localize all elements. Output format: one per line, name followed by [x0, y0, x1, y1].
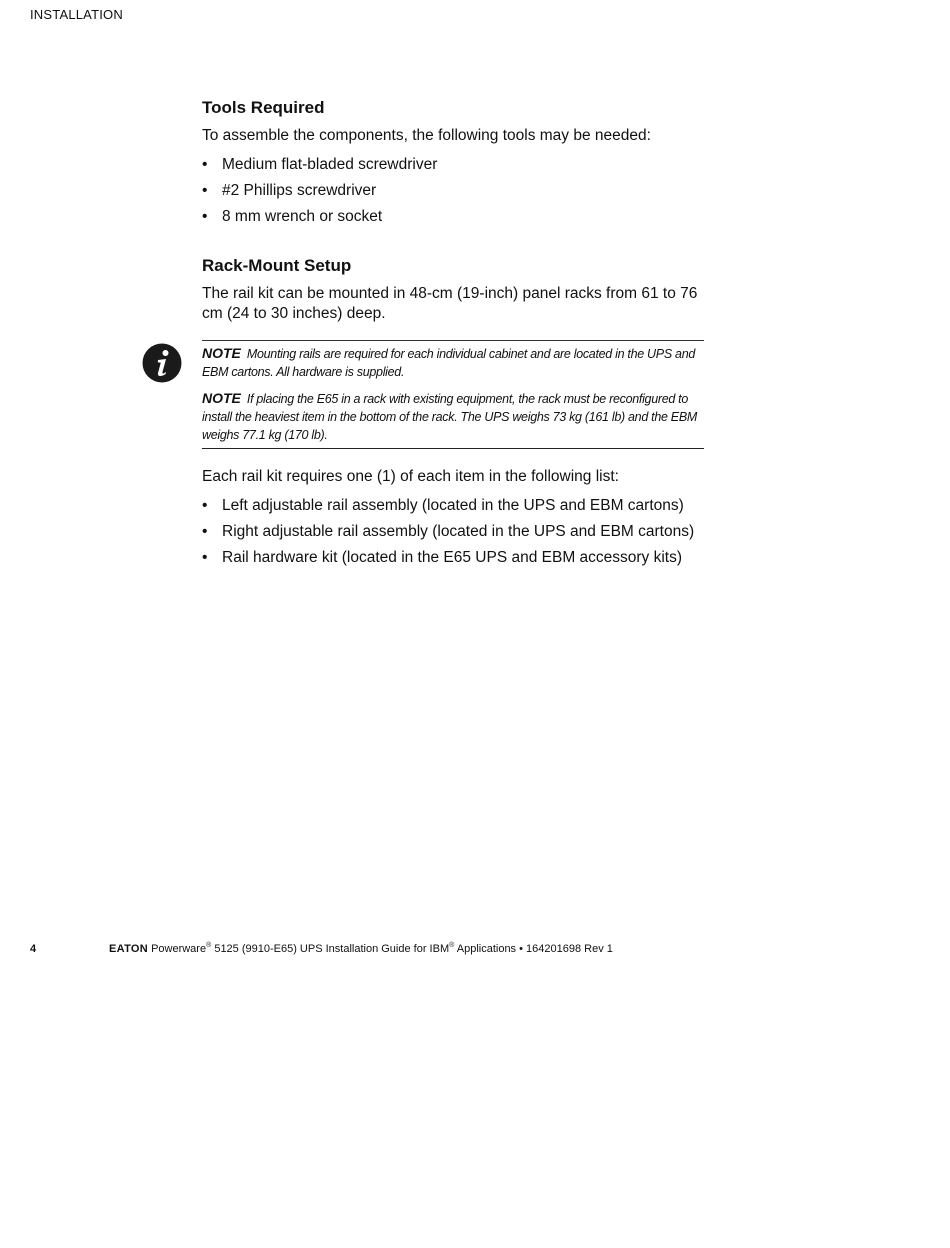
- bullet: •: [202, 156, 208, 173]
- list-item-text: Rail hardware kit (located in the E65 UPS and EBM accessory kits): [222, 549, 683, 566]
- registered-mark: ®: [206, 942, 212, 949]
- rack-mount-intro: The rail kit can be mounted in 48-cm (19-inch) panel racks from 61 to 76 cm (24 to 30 inches) deep.: [202, 285, 698, 322]
- note-label: NOTE: [202, 390, 241, 406]
- list-item: [202, 548, 712, 568]
- note-text: Mounting rails are required for each individual cabinet and are located in the UPS and EBM cartons. All hardware is supplied.: [202, 347, 695, 379]
- running-header: INSTALLATION: [30, 7, 123, 22]
- note-1: [202, 344, 704, 381]
- bullet: •: [202, 549, 208, 566]
- page-number: 4: [30, 943, 37, 955]
- list-item-text: Right adjustable rail assembly (located in the UPS and EBM cartons): [222, 523, 695, 540]
- list-item-text: #2 Phillips screwdriver: [222, 182, 377, 199]
- list-item-text: 8 mm wrench or socket: [222, 208, 383, 225]
- list-item: [202, 207, 712, 227]
- brand-name: EATON: [109, 943, 148, 955]
- note-label: NOTE: [202, 345, 241, 361]
- rail-kit-list: [202, 496, 712, 568]
- footer-title: [109, 943, 613, 955]
- rack-mount-heading: Rack-Mount Setup: [202, 256, 352, 275]
- bullet: •: [202, 182, 208, 199]
- page-content: [202, 96, 712, 574]
- tools-intro: To assemble the components, the following tools may be needed:: [202, 127, 651, 144]
- rail-kit-intro: Each rail kit requires one (1) of each item in the following list:: [202, 468, 619, 485]
- note-block: [202, 340, 704, 449]
- list-item: [202, 181, 712, 201]
- list-item-text: Left adjustable rail assembly (located in the UPS and EBM cartons): [222, 497, 684, 514]
- bullet: •: [202, 497, 208, 514]
- note-text: If placing the E65 in a rack with existing equipment, the rack must be reconfigured to install the heaviest item in the bottom of the rack. The UPS weighs 73 kg (161 lb) and the EBM weighs 77.1 kg (170 lb).: [202, 392, 697, 442]
- tools-list: [202, 155, 712, 227]
- note-2: [202, 389, 704, 444]
- list-item: [202, 496, 712, 516]
- list-item-text: Medium flat-bladed screwdriver: [222, 156, 438, 173]
- guide-title: 5125 (9910-E65) UPS Installation Guide for IBM: [211, 943, 450, 955]
- bullet: •: [202, 208, 208, 225]
- list-item: [202, 155, 712, 175]
- doc-number: Applications • 164201698 Rev 1: [454, 943, 613, 955]
- bullet: •: [202, 523, 208, 540]
- registered-mark: ®: [449, 942, 455, 949]
- list-item: [202, 522, 712, 542]
- rack-mount-section: [202, 254, 712, 568]
- tools-heading: Tools Required: [202, 98, 325, 117]
- info-icon: [142, 343, 182, 383]
- product-name: Powerware: [151, 943, 207, 955]
